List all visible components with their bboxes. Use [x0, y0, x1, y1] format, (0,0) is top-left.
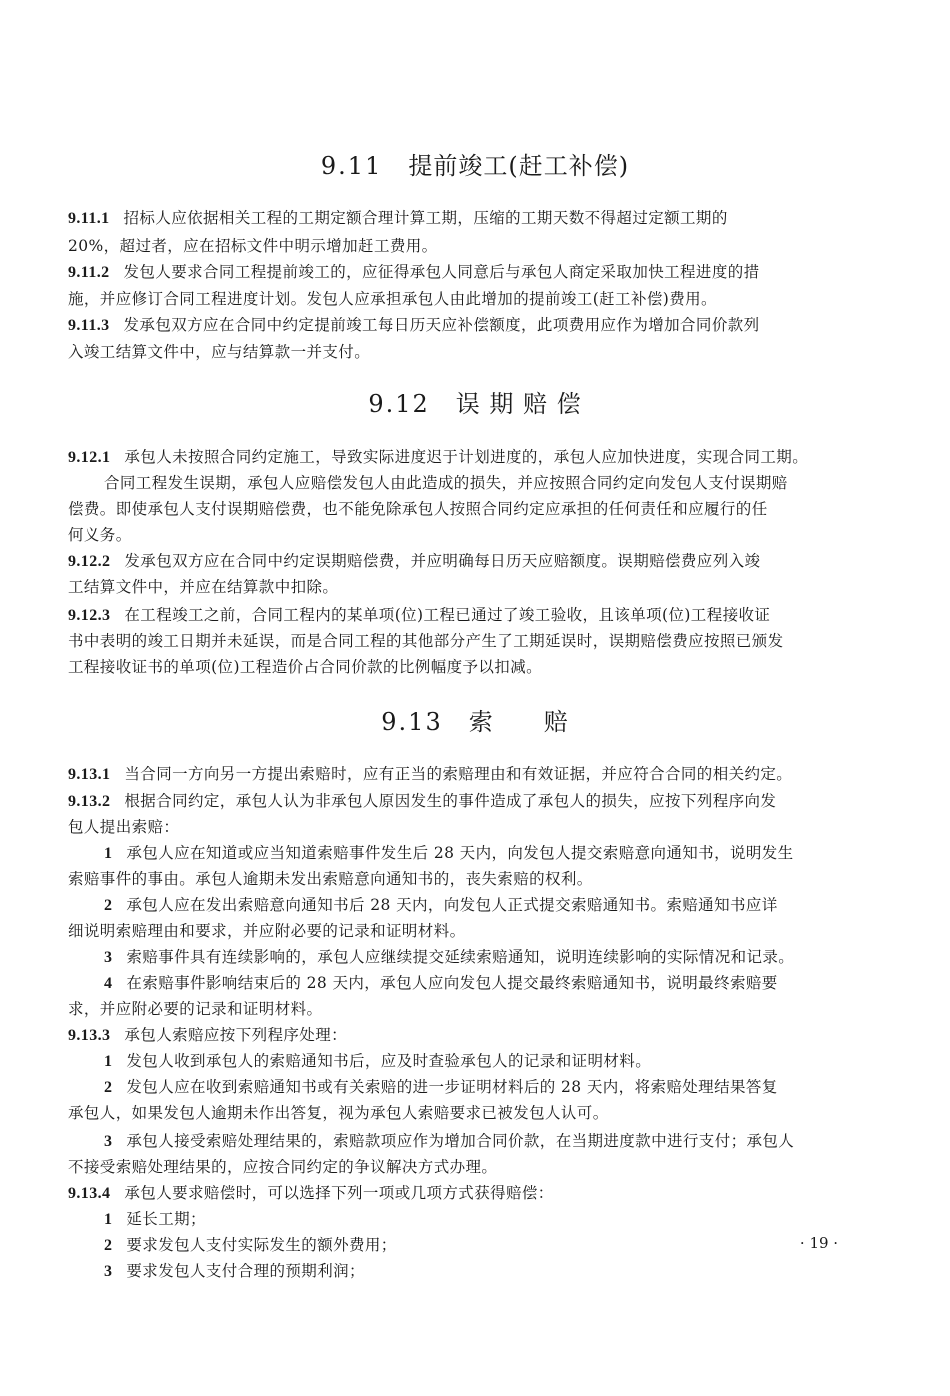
line-text: 承包人索赔应按下列程序处理：	[124, 1026, 348, 1044]
list-item-line	[104, 1129, 894, 1154]
line-text: 在工程竣工之前，合同工程内的某单项(位)工程已通过了竣工验收，且该单项(位)工程接收证	[124, 606, 771, 624]
section-title: 索 赔	[468, 708, 569, 736]
paragraph-line	[68, 523, 858, 547]
paragraph-line	[68, 1181, 858, 1206]
line-text: 根据合同约定，承包人认为非承包人原因发生的事件造成了承包人的损失，应按下列程序向发	[124, 792, 777, 810]
line-text: 合同工程发生误期，承包人应赔偿发包人由此造成的损失，并应按照合同约定向发包人支付误期赔	[104, 474, 788, 492]
list-item-line	[104, 1259, 894, 1284]
list-item-line	[104, 1233, 894, 1258]
list-item-line	[104, 945, 894, 970]
line-text: 工结算文件中，并应在结算款中扣除。	[68, 578, 339, 596]
clause-number: 9.11.1	[68, 210, 110, 227]
list-item-line	[104, 971, 894, 996]
paragraph-line	[68, 445, 858, 470]
line-text: 发包人要求合同工程提前竣工的，应征得承包人同意后与承包人商定采取加快工程进度的措	[123, 263, 760, 281]
item-number: 1	[104, 845, 113, 862]
paragraph-line	[68, 629, 858, 653]
clause-number: 9.13.3	[68, 1027, 111, 1044]
line-text: 要求发包人支付合理的预期利润；	[126, 1262, 365, 1280]
line-text: 承包人要求赔偿时，可以选择下列一项或几项方式获得赔偿：	[124, 1184, 554, 1202]
line-text: 要求发包人支付实际发生的额外费用；	[126, 1236, 397, 1254]
section-number: 9.12	[368, 390, 430, 418]
paragraph-line	[68, 549, 858, 574]
paragraph-line	[68, 340, 858, 364]
line-text: 索赔事件具有连续影响的，承包人应继续提交延续索赔通知，说明连续影响的实际情况和记录。	[126, 948, 795, 966]
section-number: 9.11	[320, 152, 383, 180]
line-text: 当合同一方向另一方提出索赔时，应有正当的索赔理由和有效证据，并应符合合同的相关约定。	[124, 765, 793, 783]
line-text: 承包人，如果发包人逾期未作出答复，视为承包人索赔要求已被发包人认可。	[68, 1104, 609, 1122]
line-text: 招标人应依据相关工程的工期定额合理计算工期，压缩的工期天数不得超过定额工期的	[123, 209, 728, 227]
paragraph-line	[68, 234, 858, 258]
paragraph-line	[68, 919, 858, 943]
paragraph-line	[68, 762, 858, 787]
line-text: 承包人应在知道或应当知道索赔事件发生后 28 天内，向发包人提交索赔意向通知书，说明发生	[126, 844, 794, 862]
section-title: 提前竣工(赶工补偿)	[408, 152, 630, 180]
line-text: 发包人收到承包人的索赔通知书后，应及时查验承包人的记录和证明材料。	[126, 1052, 652, 1070]
line-text: 延长工期；	[126, 1210, 206, 1228]
list-item-line	[104, 893, 894, 918]
list-item-line	[104, 1075, 894, 1100]
paragraph-line	[68, 313, 858, 338]
line-text: 发承包双方应在合同中约定提前竣工每日历天应补偿额度，此项费用应作为增加合同价款列	[123, 316, 760, 334]
item-number: 2	[104, 1079, 113, 1096]
paragraph-line	[68, 1023, 858, 1048]
clause-number: 9.12.1	[68, 449, 111, 466]
section-heading-9-11	[0, 150, 950, 182]
clause-number: 9.13.1	[68, 766, 111, 783]
item-number: 4	[104, 975, 113, 992]
item-number: 3	[104, 1263, 113, 1280]
clause-number: 9.12.2	[68, 553, 111, 570]
line-text: 不接受索赔处理结果的，应按合同约定的争议解决方式办理。	[68, 1158, 498, 1176]
line-text: 细说明索赔理由和要求，并应附必要的记录和证明材料。	[68, 922, 466, 940]
line-text: 索赔事件的事由。承包人逾期未发出索赔意向通知书的，丧失索赔的权利。	[68, 870, 593, 888]
line-text: 求，并应附必要的记录和证明材料。	[68, 1000, 323, 1018]
paragraph-line	[68, 1155, 858, 1179]
paragraph-line	[68, 260, 858, 285]
paragraph-line	[68, 789, 858, 814]
section-number: 9.13	[381, 708, 443, 736]
line-text: 承包人接受索赔处理结果的，索赔款项应作为增加合同价款，在当期进度款中进行支付；承包人	[126, 1132, 795, 1150]
line-text: 承包人应在发出索赔意向通知书后 28 天内，向发包人正式提交索赔通知书。索赔通知书应详	[126, 896, 778, 914]
line-text: 偿费。即使承包人支付误期赔偿费，也不能免除承包人按照合同约定应承担的任何责任和应履行的任	[68, 500, 768, 518]
clause-number: 9.13.4	[68, 1185, 111, 1202]
paragraph-line	[68, 287, 858, 311]
line-text: 在索赔事件影响结束后的 28 天内，承包人应向发包人提交最终索赔通知书，说明最终索赔要	[126, 974, 778, 992]
line-text: 工程接收证书的单项(位)工程造价占合同价款的比例幅度予以扣减。	[68, 658, 542, 676]
list-item-line	[104, 1049, 894, 1074]
section-title: 误 期 赔 偿	[455, 390, 582, 418]
paragraph-line	[68, 997, 858, 1021]
paragraph-line	[68, 575, 858, 599]
section-heading-9-13	[0, 706, 950, 738]
item-number: 2	[104, 1237, 113, 1254]
paragraph-line	[68, 815, 858, 839]
clause-number: 9.11.2	[68, 264, 110, 281]
paragraph-line	[104, 471, 894, 495]
clause-number: 9.13.2	[68, 793, 111, 810]
page-number: · 19 ·	[799, 1234, 839, 1252]
line-text: 20%，超过者，应在招标文件中明示增加赶工费用。	[68, 237, 438, 255]
line-text: 施，并应修订合同工程进度计划。发包人应承担承包人由此增加的提前竣工(赶工补偿)费用。	[68, 290, 717, 308]
paragraph-line	[68, 603, 858, 628]
item-number: 3	[104, 1133, 113, 1150]
list-item-line	[104, 1207, 894, 1232]
paragraph-line	[68, 206, 858, 231]
line-text: 发包人应在收到索赔通知书或有关索赔的进一步证明材料后的 28 天内，将索赔处理结果答复	[126, 1078, 778, 1096]
line-text: 何义务。	[68, 526, 132, 544]
paragraph-line	[68, 867, 858, 891]
list-item-line	[104, 841, 894, 866]
section-heading-9-12	[0, 388, 950, 420]
paragraph-line	[68, 497, 858, 521]
item-number: 3	[104, 949, 113, 966]
line-text: 书中表明的竣工日期并未延误，而是合同工程的其他部分产生了工期延误时，误期赔偿费应按照已颁发	[68, 632, 784, 650]
item-number: 2	[104, 897, 113, 914]
line-text: 承包人未按照合同约定施工，导致实际进度迟于计划进度的，承包人应加快进度，实现合同工期。	[124, 448, 809, 466]
line-text: 发承包双方应在合同中约定误期赔偿费，并应明确每日历天应赔额度。误期赔偿费应列入竣	[124, 552, 761, 570]
line-text: 入竣工结算文件中，应与结算款一并支付。	[68, 343, 371, 361]
clause-number: 9.12.3	[68, 607, 111, 624]
paragraph-line	[68, 655, 858, 679]
item-number: 1	[104, 1211, 113, 1228]
paragraph-line	[68, 1101, 858, 1125]
clause-number: 9.11.3	[68, 317, 110, 334]
line-text: 包人提出索赔：	[68, 818, 180, 836]
item-number: 1	[104, 1053, 113, 1070]
